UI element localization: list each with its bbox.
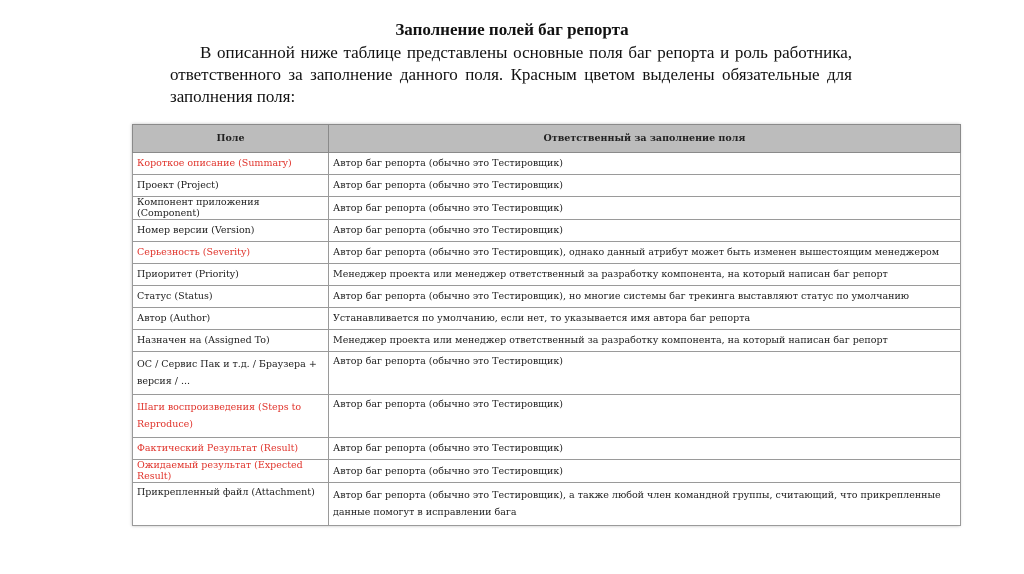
intro-paragraph: В описанной ниже таблице представлены основные поля баг репорта и роль работника, ответственного за заполнение данного поля. Красным цветом выделены обязательные для заполнения поля: bbox=[170, 43, 852, 106]
table-row bbox=[133, 220, 961, 242]
responsible-cell: Автор баг репорта (обычно это Тестировщик) bbox=[329, 438, 961, 460]
responsible-cell: Автор баг репорта (обычно это Тестировщик), а также любой член командной группы, считающий, что прикрепленные данные помогут в исправлении бага bbox=[329, 483, 961, 526]
responsible-cell: Устанавливается по умолчанию, если нет, то указывается имя автора баг репорта bbox=[329, 308, 961, 330]
field-cell: Компонент приложения (Component) bbox=[133, 197, 329, 220]
table-header-row bbox=[133, 125, 961, 153]
field-cell: Прикрепленный файл (Attachment) bbox=[133, 483, 329, 526]
field-cell: Номер версии (Version) bbox=[133, 220, 329, 242]
header-field: Поле bbox=[133, 125, 329, 153]
table-row bbox=[133, 197, 961, 220]
field-cell: Статус (Status) bbox=[133, 286, 329, 308]
table-row bbox=[133, 395, 961, 438]
table-row bbox=[133, 286, 961, 308]
responsible-cell: Автор баг репорта (обычно это Тестировщик) bbox=[329, 175, 961, 197]
field-cell: Автор (Author) bbox=[133, 308, 329, 330]
responsible-cell: Менеджер проекта или менеджер ответственный за разработку компонента, на который написан баг репорт bbox=[329, 264, 961, 286]
bug-report-fields-table bbox=[132, 124, 960, 526]
responsible-cell: Автор баг репорта (обычно это Тестировщик) bbox=[329, 460, 961, 483]
responsible-cell: Автор баг репорта (обычно это Тестировщик) bbox=[329, 352, 961, 395]
responsible-cell: Автор баг репорта (обычно это Тестировщик), однако данный атрибут может быть изменен вышестоящим менеджером bbox=[329, 242, 961, 264]
field-cell: Проект (Project) bbox=[133, 175, 329, 197]
responsible-cell: Автор баг репорта (обычно это Тестировщик) bbox=[329, 395, 961, 438]
table-row bbox=[133, 153, 961, 175]
table-row bbox=[133, 175, 961, 197]
field-cell: Назначен на (Assigned To) bbox=[133, 330, 329, 352]
responsible-cell: Автор баг репорта (обычно это Тестировщик) bbox=[329, 197, 961, 220]
table-row bbox=[133, 264, 961, 286]
responsible-cell: Автор баг репорта (обычно это Тестировщик) bbox=[329, 153, 961, 175]
header-responsible: Ответственный за заполнение поля bbox=[329, 125, 961, 153]
table-row bbox=[133, 438, 961, 460]
fields-table bbox=[132, 124, 961, 526]
page-title: Заполнение полей баг репорта bbox=[395, 20, 629, 39]
field-cell: Фактический Результат (Result) bbox=[133, 438, 329, 460]
responsible-cell: Менеджер проекта или менеджер ответственный за разработку компонента, на который написан баг репорт bbox=[329, 330, 961, 352]
field-cell: Серьезность (Severity) bbox=[133, 242, 329, 264]
table-row bbox=[133, 330, 961, 352]
responsible-cell: Автор баг репорта (обычно это Тестировщик), но многие системы баг трекинга выставляют статус по умолчанию bbox=[329, 286, 961, 308]
responsible-cell: Автор баг репорта (обычно это Тестировщик) bbox=[329, 220, 961, 242]
table-row bbox=[133, 308, 961, 330]
table-row bbox=[133, 352, 961, 395]
table-row bbox=[133, 460, 961, 483]
table-row bbox=[133, 242, 961, 264]
field-cell: ОС / Сервис Пак и т.д. / Браузера + версия / ... bbox=[133, 352, 329, 395]
field-cell: Короткое описание (Summary) bbox=[133, 153, 329, 175]
field-cell: Шаги воспроизведения (Steps to Reproduce) bbox=[133, 395, 329, 438]
table-row bbox=[133, 483, 961, 526]
field-cell: Приоритет (Priority) bbox=[133, 264, 329, 286]
field-cell: Ожидаемый результат (Expected Result) bbox=[133, 460, 329, 483]
